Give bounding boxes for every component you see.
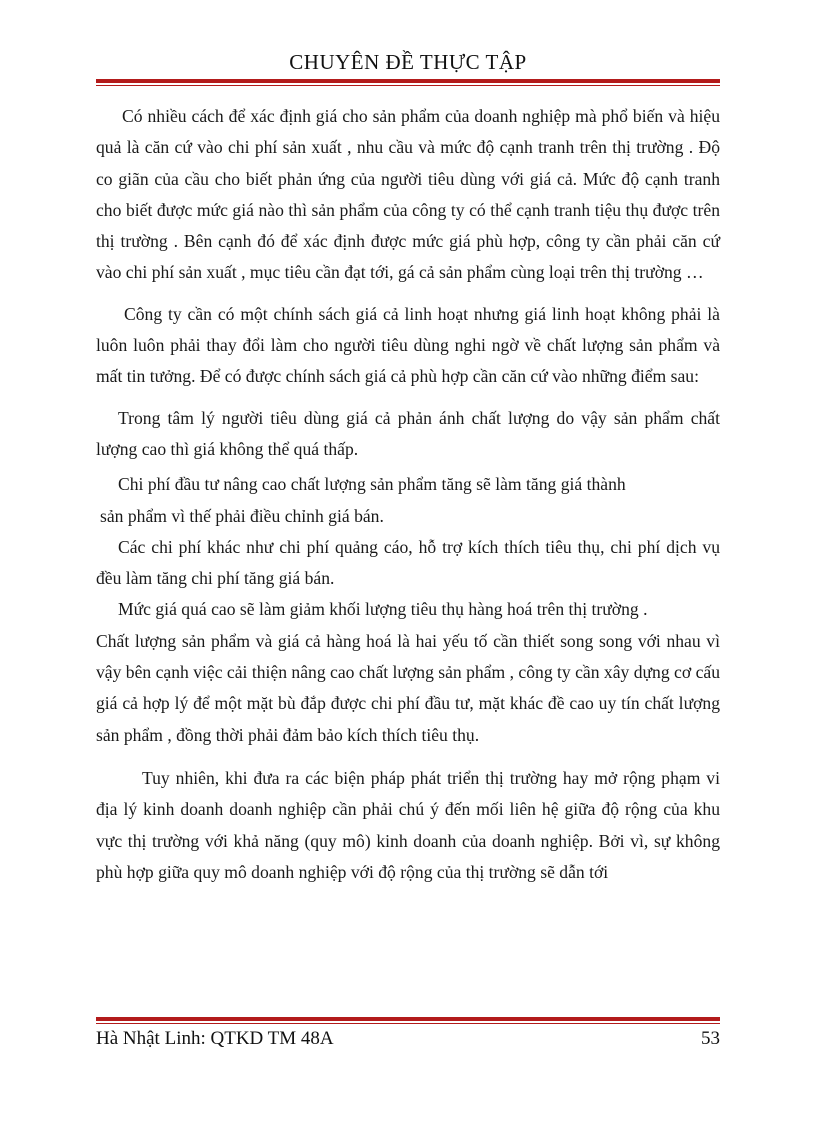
page-body: [96, 101, 720, 888]
page-header-title: CHUYÊN ĐỀ THỰC TẬP: [289, 50, 527, 74]
paragraph-market-expansion: Tuy nhiên, khi đưa ra các biện pháp phát triển thị trường hay mở rộng phạm vi địa lý kinh doanh doanh nghiệp cần phải chú ý đến mối liên hệ giữa độ rộng của khu vực thị trường với khả năng (quy mô) kinh doanh của doanh nghiệp. Bởi vì, sự không phù hợp giữa quy mô doanh nghiệp với độ rộng của thị trường sẽ dẫn tới: [96, 767, 720, 882]
paragraph-investment-cost-line2: sản phẩm vì thế phải điều chỉnh giá bán.: [100, 505, 384, 526]
page-number: 53: [701, 1028, 720, 1049]
paragraph-pricing-methods: Có nhiều cách để xác định giá cho sản phẩm của doanh nghiệp mà phổ biến và hiệu quả là căn cứ vào chi phí sản xuất , nhu cầu và mức độ cạnh tranh trên thị trường . Độ co giãn của cầu cho biết phản ứng của người tiêu dùng với giá cả. Mức độ cạnh tranh cho biết được mức giá nào thì sản phẩm của công ty có thể cạnh tranh tiệu thụ được trên thị trường . Bên cạnh đó để xác định được mức giá phù hợp, công ty cần phải căn cứ vào chi phí sản xuất , mục tiêu cần đạt tới, gá cả sản phẩm cùng loại trên thị trường …: [96, 106, 720, 283]
paragraph-other-costs: Các chi phí khác như chi phí quảng cáo, hỗ trợ kích thích tiêu thụ, chi phí dịch vụ đều làm tăng chi phí tăng giá bán.: [96, 536, 720, 589]
paragraph-quality-and-price: Chất lượng sản phẩm và giá cả hàng hoá là hai yếu tố cần thiết song song với nhau vì vậy bên cạnh việc cải thiện nâng cao chất lượng sản phẩm , công ty cần xây dựng cơ cấu giá cả hợp lý để một mặt bù đắp được chi phí đầu tư, mặt khác đề cao uy tín chất lượng sản phẩm , đồng thời phải đảm bảo kích thích tiêu thụ.: [96, 630, 720, 745]
paragraph-flexible-pricing: Công ty cần có một chính sách giá cả linh hoạt nhưng giá linh hoạt không phải là luôn luôn phải thay đổi làm cho người tiêu dùng nghi ngờ về chất lượng sản phẩm và mất tin tưởng. Để có được chính sách giá cả phù hợp cần căn cứ vào những điểm sau:: [96, 303, 720, 387]
header-divider: [96, 79, 720, 86]
paragraph-consumer-psychology: Trong tâm lý người tiêu dùng giá cả phản ánh chất lượng do vậy sản phẩm chất lượng cao thì giá không thể quá thấp.: [96, 407, 720, 459]
paragraph-investment-cost-line1: Chi phí đầu tư nâng cao chất lượng sản phẩm tăng sẽ làm tăng giá thành: [118, 474, 626, 495]
footer-author: Hà Nhật Linh: QTKD TM 48A: [96, 1028, 334, 1049]
paragraph-high-price-effect: Mức giá quá cao sẽ làm giảm khối lượng tiêu thụ hàng hoá trên thị trường .: [118, 599, 648, 620]
footer-divider: [96, 1017, 720, 1024]
